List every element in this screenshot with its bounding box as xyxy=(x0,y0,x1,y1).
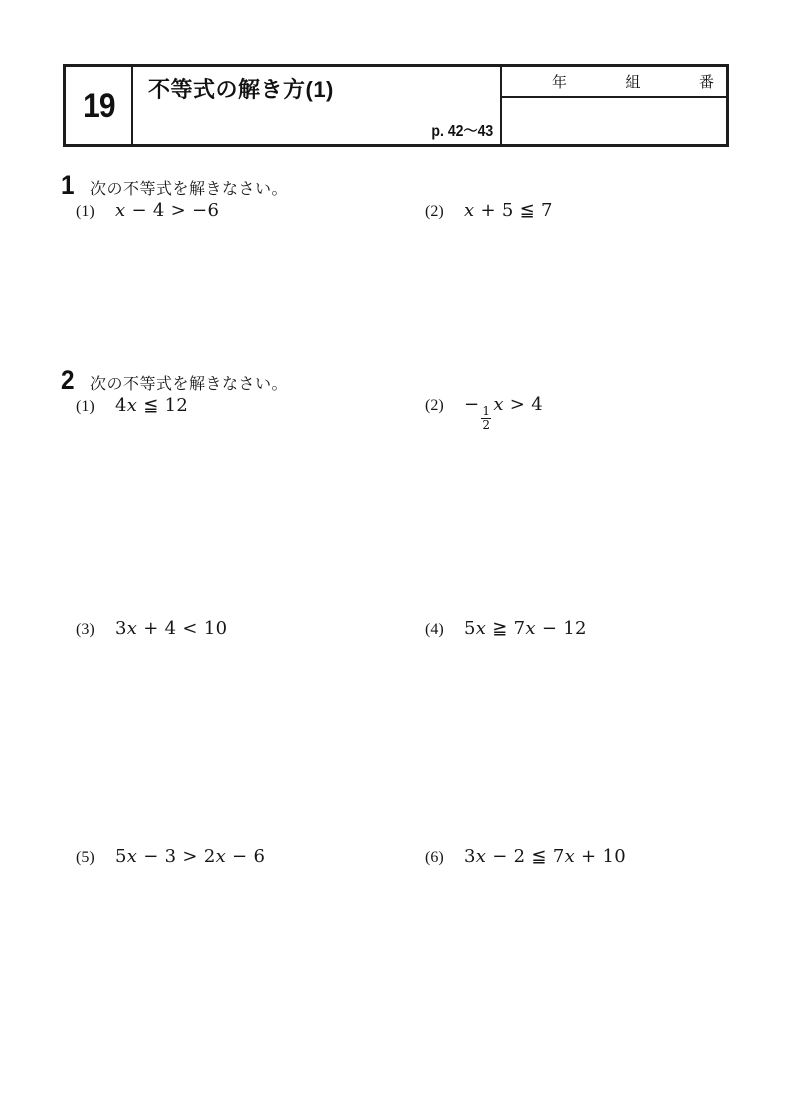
fraction-denominator: 2 xyxy=(482,417,491,432)
item-label: (1) xyxy=(76,203,95,220)
problem-item-2-1 xyxy=(76,395,188,416)
class-label: 組 xyxy=(625,74,641,91)
problem-item-2-4 xyxy=(425,618,587,639)
fraction xyxy=(481,405,491,432)
item-label: (6) xyxy=(425,849,444,866)
lesson-title: 不等式の解き方(1) xyxy=(148,77,334,102)
math-expression: 4x ≦ 12 xyxy=(115,395,189,416)
item-label: (3) xyxy=(76,621,95,638)
fraction-sign: − xyxy=(464,394,480,415)
math-expression: x + 5 ≦ 7 xyxy=(464,200,553,221)
math-expression: x − 4 > −6 xyxy=(115,200,220,221)
problem-item-2-2 xyxy=(425,394,543,432)
lesson-number: 19 xyxy=(82,86,115,125)
math-expression: 5x ≧ 7x − 12 xyxy=(464,618,587,639)
item-label: (4) xyxy=(425,621,444,638)
title-cell xyxy=(133,67,502,144)
number-label: 番 xyxy=(698,74,714,91)
problem-item-2-5 xyxy=(76,846,265,867)
year-label: 年 xyxy=(552,74,568,91)
problem-item-2-3 xyxy=(76,618,227,639)
math-expression xyxy=(464,394,543,432)
problem-item-1-1 xyxy=(76,200,219,221)
math-expression: 3x + 4 < 10 xyxy=(115,618,228,639)
header-box xyxy=(63,64,729,147)
fraction-rest: x > 4 xyxy=(493,394,543,415)
fraction-numerator: 1 xyxy=(482,404,491,419)
problem-2-number: 2 xyxy=(61,365,75,395)
page-reference: p. 42〜43 xyxy=(431,123,493,140)
math-expression: 5x − 3 > 2x − 6 xyxy=(115,846,266,867)
item-label: (1) xyxy=(76,398,95,415)
student-name-blank xyxy=(502,98,726,144)
problem-item-1-2 xyxy=(425,200,553,221)
name-field-labels xyxy=(502,67,726,98)
problem-1-instruction: 次の不等式を解きなさい。 xyxy=(90,181,289,198)
item-label: (2) xyxy=(425,397,444,414)
problem-2-instruction: 次の不等式を解きなさい。 xyxy=(90,376,289,393)
problem-item-2-6 xyxy=(425,846,626,867)
lesson-number-cell xyxy=(66,67,133,144)
name-cell xyxy=(502,67,726,144)
problem-2-heading xyxy=(61,367,288,394)
math-expression: 3x − 2 ≦ 7x + 10 xyxy=(464,846,626,867)
item-label: (5) xyxy=(76,849,95,866)
problem-1-number: 1 xyxy=(61,170,75,200)
item-label: (2) xyxy=(425,203,444,220)
problem-1-heading xyxy=(61,172,288,199)
